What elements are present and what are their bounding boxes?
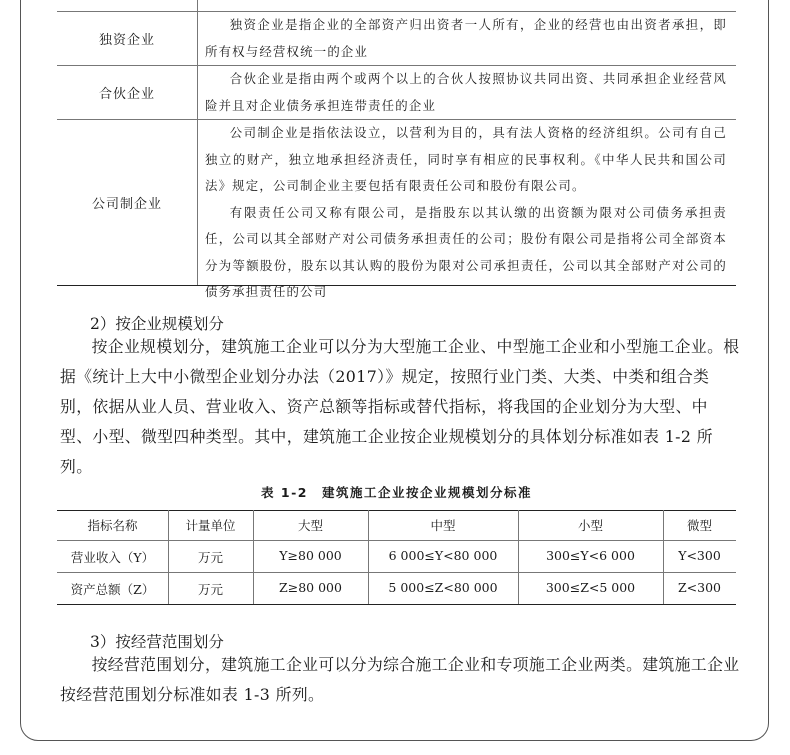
description-paragraph: 独资企业是指企业的全部资产归出资者一人所有，企业的经营也由出资者承担，即所有权与经营权统一的企业 bbox=[205, 17, 727, 59]
description-paragraph: 合伙企业是指由两个或两个以上的合伙人按照协议共同出资、共同承担企业经营风险并且对企业债务承担连带责任的企业 bbox=[205, 71, 727, 113]
table-title: 建筑施工企业按企业规模划分标准 bbox=[321, 485, 532, 500]
table-header-cell: 计量单位 bbox=[185, 518, 236, 533]
table-cell: Z<300 bbox=[677, 580, 722, 595]
enterprise-type-label: 合伙企业 bbox=[98, 87, 155, 102]
table-cell: 万元 bbox=[197, 550, 223, 565]
enterprise-type-description bbox=[205, 120, 727, 306]
table-header-cell: 大型 bbox=[297, 518, 323, 533]
table-caption bbox=[57, 483, 736, 501]
table-rule bbox=[57, 572, 736, 573]
table-cell: 5 000≤Z<80 000 bbox=[388, 580, 498, 595]
enterprise-type-label: 公司制企业 bbox=[91, 197, 162, 212]
table-header-cell: 中型 bbox=[430, 518, 456, 533]
table-header-cell: 微型 bbox=[686, 518, 712, 533]
table-cell: 资产总额（Z） bbox=[70, 582, 155, 597]
table-rule bbox=[57, 540, 736, 541]
table-cell: 300≤Y<6 000 bbox=[546, 548, 635, 563]
table-cell: 300≤Z<5 000 bbox=[545, 580, 636, 595]
enterprise-type-description bbox=[205, 66, 727, 119]
table-number: 表 1-2 bbox=[261, 485, 308, 500]
table-cell: 营业收入（Y） bbox=[70, 550, 155, 565]
table-cell: 6 000≤Y<80 000 bbox=[388, 548, 498, 563]
enterprise-type-label: 独资企业 bbox=[98, 33, 155, 48]
enterprise-type-description bbox=[205, 12, 727, 65]
table-cell: Z≥80 000 bbox=[279, 580, 342, 595]
table-bottom-rule bbox=[57, 604, 736, 605]
table-column-divider bbox=[197, 0, 198, 285]
description-paragraph: 有限责任公司又称有限公司，是指股东以其认缴的出资额为限对公司债务承担责任，公司以其全部财产对公司债务承担责任的公司；股份有限公司是指将公司全部资本分为等额股份，股东以其认购的股份为限对公司承担责任，公司以其全部财产对公司的债务承担责任的公司 bbox=[205, 204, 727, 299]
body-paragraph: 按经营范围划分，建筑施工企业可以分为综合施工企业和专项施工企业两类。建筑施工企业按经营范围划分标准如表 1-3 所列。 bbox=[60, 655, 740, 704]
table-cell: 万元 bbox=[197, 582, 223, 597]
table-header-cell: 小型 bbox=[577, 518, 603, 533]
body-paragraph: 按企业规模划分，建筑施工企业可以分为大型施工企业、中型施工企业和小型施工企业。根据《统计上大中小微型企业划分办法（2017）》规定，按照行业门类、大类、中类和组合类别，依据从业人员、营业收入、资产总额等指标或替代指标，将我国的企业划分为大型、中型、小型、微型四种类型。其中，建筑施工企业按企业规模划分的具体划分标准如表 1-2 所列。 bbox=[60, 337, 740, 476]
section-heading: 3）按经营范围划分 bbox=[90, 633, 224, 651]
section-body bbox=[60, 650, 740, 710]
table-header-cell: 指标名称 bbox=[87, 518, 138, 533]
section-heading: 2）按企业规模划分 bbox=[90, 315, 224, 333]
table-cell: Y≥80 000 bbox=[279, 548, 342, 563]
description-paragraph: 公司制企业是指依法设立，以营利为目的，具有法人资格的经济组织。公司有自己独立的财产，独立地承担经济责任，同时享有相应的民事权利。《中华人民共和国公司法》规定，公司制企业主要包括有限责任公司和股份有限公司。 bbox=[205, 125, 727, 193]
section-body bbox=[60, 332, 740, 482]
table-cell: Y<300 bbox=[678, 548, 721, 563]
table-top-rule bbox=[57, 510, 736, 511]
